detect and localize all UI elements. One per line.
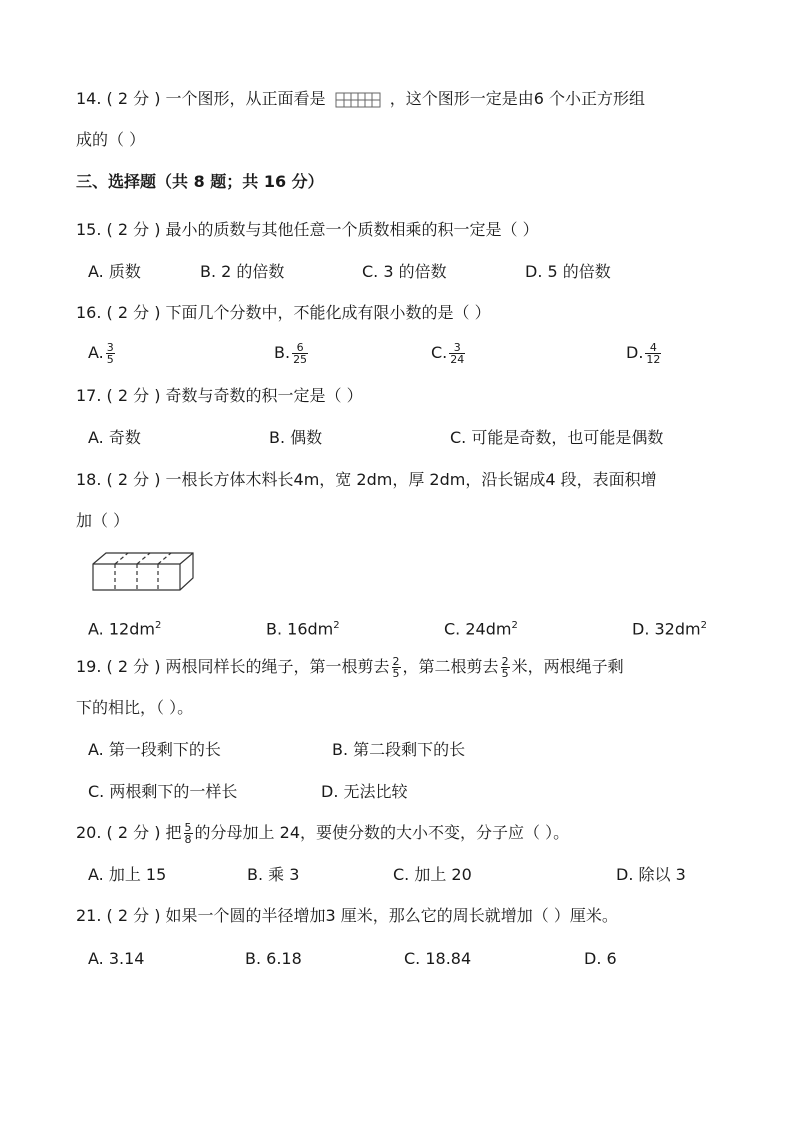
q16-option-b[interactable]: [274, 342, 310, 365]
q18-c-sup: 2: [511, 620, 518, 631]
q19-line1: [76, 656, 624, 679]
q14-line2: 成的（ ）: [76, 130, 146, 149]
q18-stem: 18. ( 2 分 ) 一根长方体木料长4m，宽 2dm，厚 2dm，沿长锯成4 段，表面积增: [76, 470, 657, 489]
q19-option-c[interactable]: C. 两根剩下的一样长: [88, 782, 238, 801]
q15-option-c[interactable]: C. 3 的倍数: [362, 262, 447, 281]
q18-c-text: C. 24dm: [444, 619, 512, 639]
q17-stem: 17. ( 2 分 ) 奇数与奇数的积一定是（ ）: [76, 386, 363, 405]
q19-den2: 5: [501, 667, 509, 680]
q15-option-b[interactable]: B. 2 的倍数: [200, 262, 285, 281]
q16-d-num: 4: [649, 341, 657, 354]
q18-d-sup: 2: [700, 620, 707, 631]
q21-option-d[interactable]: D. 6: [584, 949, 617, 968]
q16-b-label: B.: [274, 343, 291, 362]
q16-option-d[interactable]: [626, 342, 663, 365]
q19-option-b[interactable]: B. 第二段剩下的长: [332, 740, 466, 759]
q16-d-fraction: [645, 342, 661, 365]
q20-option-b[interactable]: B. 乘 3: [247, 865, 300, 884]
q16-a-label: A.: [88, 343, 104, 362]
q17-option-c[interactable]: C. 可能是奇数，也可能是偶数: [450, 428, 664, 447]
q18-line2: 加（ ）: [76, 511, 130, 530]
q18-option-c[interactable]: [444, 616, 518, 639]
q16-option-a[interactable]: [88, 342, 117, 365]
cuboid-diagram: [92, 552, 196, 592]
q16-c-fraction: [449, 342, 465, 365]
q21-stem: 21. ( 2 分 ) 如果一个圆的半径增加3 厘米，那么它的周长就增加（ ）厘米。: [76, 906, 618, 925]
q15-stem: 15. ( 2 分 ) 最小的质数与其他任意一个质数相乘的积一定是（ ）: [76, 220, 539, 239]
q16-b-num: 6: [296, 341, 304, 354]
q20-line1: [76, 822, 569, 845]
q14-line1: [76, 89, 645, 109]
q16-d-den: 12: [646, 353, 661, 366]
q19-option-d[interactable]: D. 无法比较: [321, 782, 408, 801]
q19-line2: 下的相比，（ ）。: [76, 698, 194, 717]
q18-a-text: A. 12dm: [88, 619, 155, 639]
q19-part1: 19. ( 2 分 ) 两根同样长的绳子，第一根剪去: [76, 657, 390, 676]
q15-option-a[interactable]: A. 质数: [88, 262, 141, 281]
q20-fraction: [184, 822, 193, 845]
q16-d-label: D.: [626, 343, 644, 362]
q19-fraction-2: [501, 656, 510, 679]
q17-option-a[interactable]: A. 奇数: [88, 428, 141, 447]
q16-a-den: 5: [106, 353, 114, 366]
q21-option-c[interactable]: C. 18.84: [404, 949, 472, 968]
section-title: 三、选择题（共 8 题；共 16 分）: [76, 172, 324, 191]
q19-den1: 5: [392, 667, 400, 680]
q19-num1: 2: [392, 655, 400, 668]
q20-option-c[interactable]: C. 加上 20: [393, 865, 472, 884]
q18-option-b[interactable]: [266, 616, 340, 639]
q14-prefix: 14. ( 2 分 ) 一个图形，从正面看是: [76, 89, 326, 108]
q18-b-sup: 2: [333, 620, 340, 631]
q19-part2: ，第二根剪去: [402, 657, 499, 676]
q16-option-c[interactable]: [431, 342, 467, 365]
q18-a-sup: 2: [154, 620, 162, 631]
q19-num2: 2: [501, 655, 509, 668]
q18-option-d[interactable]: [632, 616, 707, 639]
q20-option-a[interactable]: A. 加上 15: [88, 865, 167, 884]
q19-fraction-1: [392, 656, 401, 679]
q15-option-d[interactable]: D. 5 的倍数: [525, 262, 611, 281]
front-view-grid-icon: [335, 92, 381, 108]
q18-d-text: D. 32dm: [632, 619, 701, 639]
q19-option-a[interactable]: A. 第一段剩下的长: [88, 740, 221, 759]
q20-part2: 的分母加上 24，要使分数的大小不变，分子应（ ）。: [194, 823, 570, 842]
q16-a-num: 3: [106, 341, 114, 354]
q16-stem: 16. ( 2 分 ) 下面几个分数中，不能化成有限小数的是（ ）: [76, 303, 491, 322]
q19-part3: 米，两根绳子剩: [511, 657, 624, 676]
q20-part1: 20. ( 2 分 ) 把: [76, 823, 182, 842]
q16-c-num: 3: [453, 341, 461, 354]
q18-option-a[interactable]: [88, 616, 161, 639]
q20-den: 8: [184, 833, 192, 846]
q20-num: 5: [184, 821, 192, 834]
q16-c-den: 24: [450, 353, 465, 366]
q14-suffix: ，这个图形一定是由6 个小正方形组: [389, 89, 646, 108]
q21-option-a[interactable]: A. 3.14: [88, 949, 145, 968]
q16-b-fraction: [292, 342, 308, 365]
q16-a-fraction: [106, 342, 115, 365]
q20-option-d[interactable]: D. 除以 3: [616, 865, 686, 884]
q16-c-label: C.: [431, 343, 448, 362]
q21-option-b[interactable]: B. 6.18: [245, 949, 302, 968]
q18-b-text: B. 16dm: [266, 619, 334, 639]
q17-option-b[interactable]: B. 偶数: [269, 428, 323, 447]
q16-b-den: 25: [293, 353, 308, 366]
